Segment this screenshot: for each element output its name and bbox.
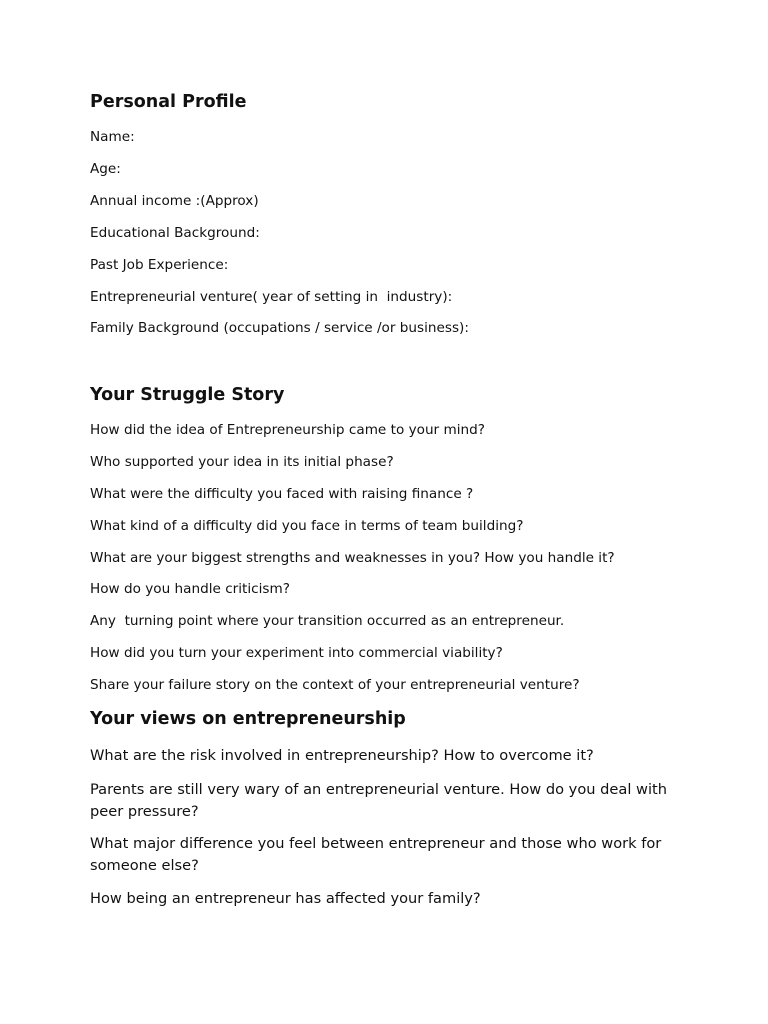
field-annual-income: Annual income :(Approx)	[90, 193, 259, 209]
personal-profile-heading: Personal Profile	[90, 92, 247, 112]
struggle-question: What were the difficulty you faced with raising finance ?	[90, 486, 474, 502]
struggle-question: How did you turn your experiment into commercial viability?	[90, 645, 503, 661]
struggle-question: How did the idea of Entrepreneurship came to your mind?	[90, 422, 485, 438]
views-heading: Your views on entrepreneurship	[90, 709, 406, 729]
field-age: Age:	[90, 161, 121, 177]
field-family-background: Family Background (occupations / service /or business):	[90, 320, 469, 336]
views-question: Parents are still very wary of an entrepreneurial venture. How do you deal with peer pressure?	[90, 781, 667, 820]
field-educational-background: Educational Background:	[90, 225, 260, 241]
struggle-question: How do you handle criticism?	[90, 581, 290, 597]
struggle-question: Who supported your idea in its initial phase?	[90, 454, 394, 470]
views-question: What are the risk involved in entrepreneurship? How to overcome it?	[90, 747, 594, 764]
views-question: What major difference you feel between entrepreneur and those who work for someone else?	[90, 835, 662, 874]
struggle-question: What kind of a difficulty did you face in terms of team building?	[90, 518, 524, 534]
struggle-question: Any turning point where your transition occurred as an entrepreneur.	[90, 613, 565, 629]
field-entrepreneurial-venture: Entrepreneurial venture( year of setting in industry):	[90, 289, 453, 305]
struggle-story-heading: Your Struggle Story	[90, 385, 285, 405]
views-question: How being an entrepreneur has affected your family?	[90, 890, 481, 907]
struggle-question: What are your biggest strengths and weaknesses in you? How you handle it?	[90, 550, 615, 566]
field-name: Name:	[90, 129, 135, 145]
field-past-job-experience: Past Job Experience:	[90, 257, 229, 273]
struggle-question: Share your failure story on the context of your entrepreneurial venture?	[90, 677, 580, 693]
